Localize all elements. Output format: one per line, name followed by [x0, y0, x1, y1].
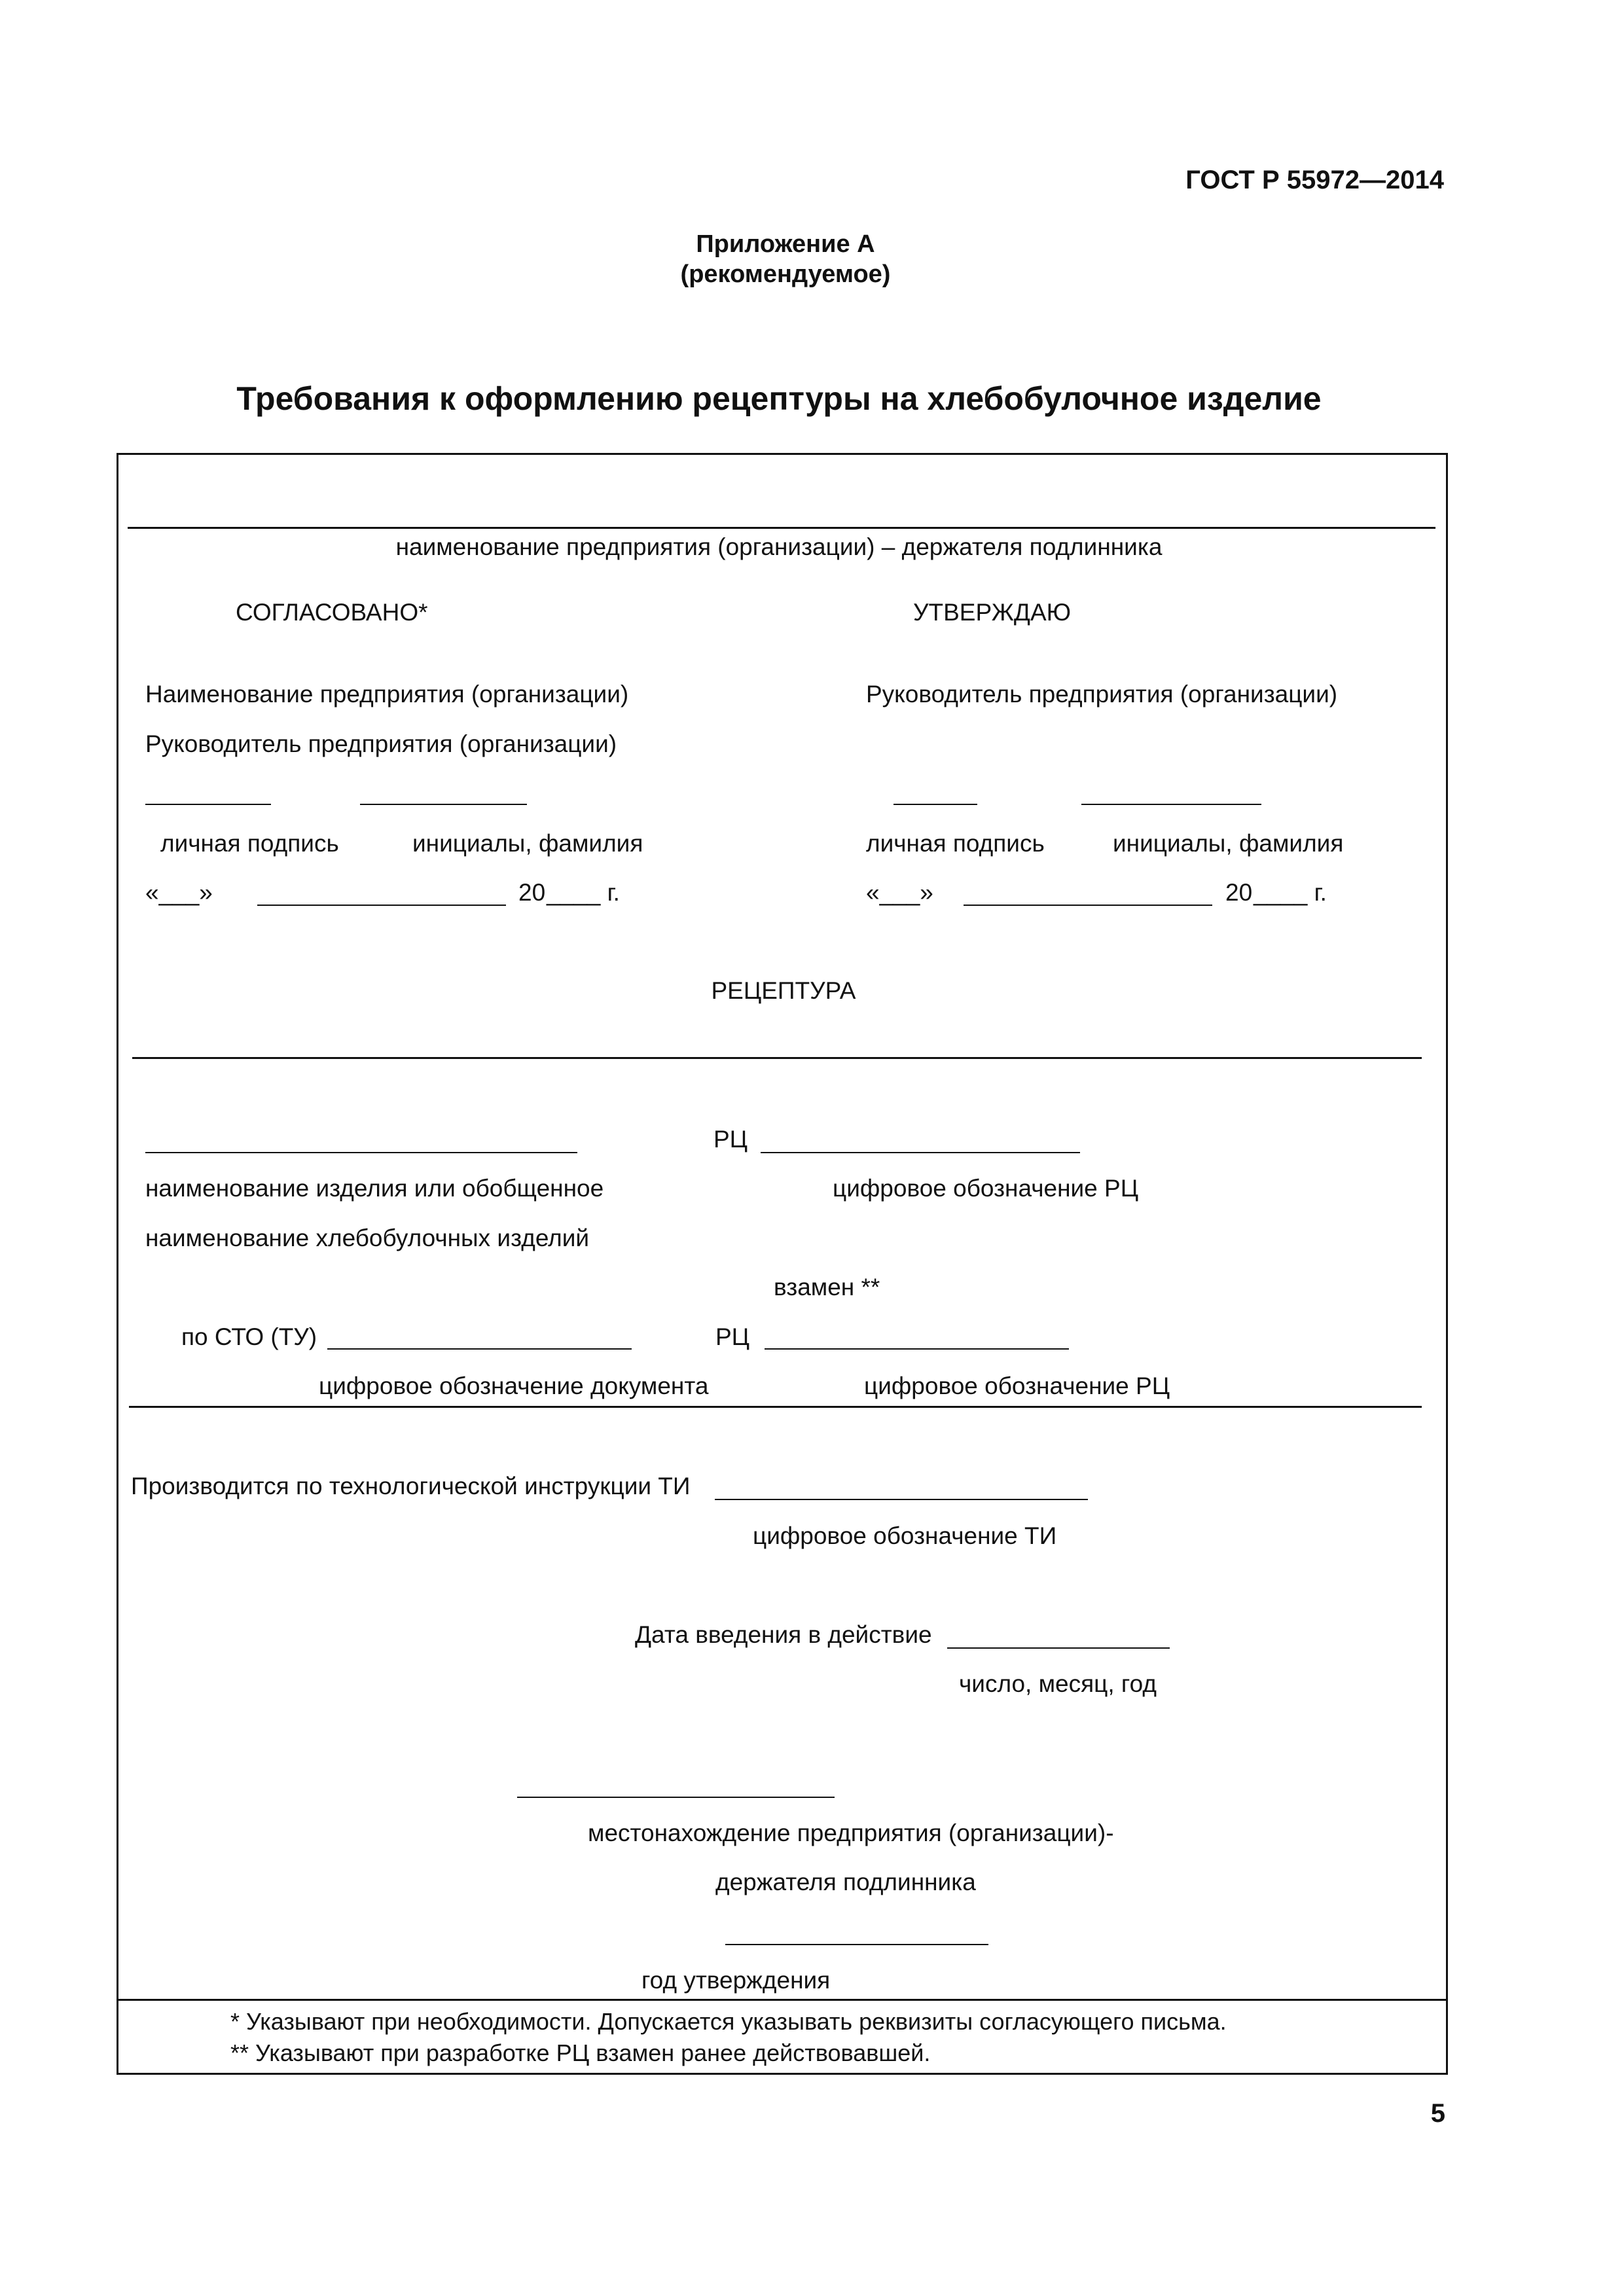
approved-head: Руководитель предприятия (организации)	[866, 681, 1338, 708]
ti-caption: цифровое обозначение ТИ	[753, 1522, 1057, 1549]
effective-date-label: Дата введения в действие	[635, 1621, 932, 1648]
rc-label-2: РЦ	[715, 1323, 750, 1350]
approved-date-day: «___»	[866, 879, 933, 906]
doc-code-caption: цифровое обозначение документа	[319, 1372, 709, 1399]
page-title: Требования к оформлению рецептуры на хлебобулочное изделие	[236, 380, 1322, 417]
instead-of-label: взамен **	[774, 1274, 880, 1300]
agreed-signature-line	[145, 804, 271, 805]
document-code: ГОСТ Р 55972—2014	[1185, 166, 1444, 194]
sto-code-line	[327, 1348, 632, 1350]
rc-code-caption: цифровое обозначение РЦ	[833, 1175, 1139, 1202]
product-name-line	[145, 1152, 577, 1153]
approved-date-year-prefix: 20	[1225, 879, 1253, 906]
location-caption-2: держателя подлинника	[715, 1869, 976, 1895]
approval-year-caption: год утверждения	[641, 1967, 831, 1994]
ti-code-line	[715, 1499, 1088, 1500]
agreed-name-label: инициалы, фамилия	[412, 830, 643, 857]
location-caption-1: местонахождение предприятия (организации)-	[588, 1820, 1114, 1846]
rc-code-line	[761, 1152, 1080, 1153]
approved-heading: УТВЕРЖДАЮ	[913, 599, 1072, 626]
product-name-caption-1: наименование изделия или обобщенное	[145, 1175, 604, 1202]
product-name-caption-2: наименование хлебобулочных изделий	[145, 1225, 590, 1251]
holder-caption: наименование предприятия (организации) – держателя подлинника	[395, 533, 1163, 560]
agreed-head: Руководитель предприятия (организации)	[145, 730, 617, 757]
rc-code-caption-2: цифровое обозначение РЦ	[864, 1372, 1170, 1399]
agreed-date-day: «___»	[145, 879, 213, 906]
agreed-date-month-line	[257, 905, 506, 906]
effective-date-caption: число, месяц, год	[959, 1670, 1157, 1697]
holder-name-line	[128, 527, 1435, 529]
recipe-divider	[132, 1057, 1422, 1059]
appendix-note: (рекомендуемое)	[680, 260, 891, 288]
product-section-divider	[129, 1406, 1422, 1408]
approved-signature-line	[893, 804, 977, 805]
rc-code-line-2	[765, 1348, 1069, 1350]
page-number: 5	[1430, 2099, 1445, 2128]
ti-text: Производится по технологической инструкции ТИ	[131, 1473, 691, 1499]
agreed-name-line	[360, 804, 527, 805]
approved-date-month-line	[964, 905, 1212, 906]
rc-label: РЦ	[713, 1126, 748, 1153]
appendix-title: Приложение А	[696, 230, 875, 258]
effective-date-line	[947, 1647, 1170, 1649]
agreed-signature-label: личная подпись	[160, 830, 339, 857]
sto-label: по СТО (ТУ)	[181, 1323, 317, 1350]
location-line	[517, 1797, 835, 1798]
agreed-org-name: Наименование предприятия (организации)	[145, 681, 629, 708]
agreed-date-year-suffix: ____ г.	[547, 879, 620, 906]
approved-signature-label: личная подпись	[866, 830, 1045, 857]
recipe-title: РЕЦЕПТУРА	[711, 977, 856, 1004]
footnote-2: ** Указывают при разработке РЦ взамен ранее действовавшей.	[230, 2039, 931, 2066]
approval-year-line	[725, 1944, 988, 1945]
footnote-1: * Указывают при необходимости. Допускается указывать реквизиты согласующего письма.	[230, 2008, 1227, 2035]
approved-name-label: инициалы, фамилия	[1113, 830, 1344, 857]
agreed-heading: СОГЛАСОВАНО*	[236, 599, 428, 626]
approved-name-line	[1081, 804, 1261, 805]
footnote-divider	[117, 1999, 1448, 2001]
agreed-date-year-prefix: 20	[518, 879, 546, 906]
approved-date-year-suffix: ____ г.	[1254, 879, 1327, 906]
